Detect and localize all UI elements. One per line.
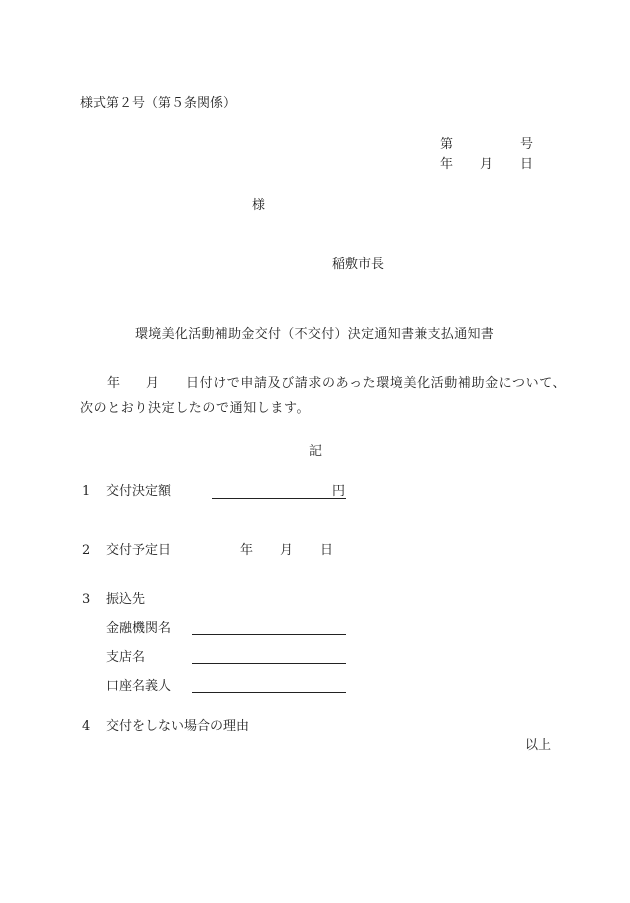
date-year: 年 [440,157,454,172]
item2-day: 日 [320,543,334,558]
item2-year: 年 [240,543,254,558]
item3-label: 振込先 [106,592,146,607]
item2-month: 月 [280,543,294,558]
doc-number-suffix: 号 [520,137,534,152]
intro-line2: 次のとおり決定したので通知します。 [80,401,311,416]
branch-name-label: 支店名 [106,650,146,665]
item1-amount-line [212,498,346,499]
date-day: 日 [520,157,534,172]
bank-name-line [192,634,346,635]
account-holder-label: 口座名義人 [106,679,172,694]
sender-name: 稲敷市長 [332,257,385,272]
account-holder-line [192,692,346,693]
intro-line1: 日付けで申請及び請求のあった環境美化活動補助金について、 [186,376,567,391]
item1-unit: 円 [332,484,346,499]
form-number: 様式第２号（第５条関係） [80,96,237,111]
closing-text: 以上 [525,738,552,753]
addressee-suffix: 様 [252,198,266,213]
doc-number-prefix: 第 [440,137,454,152]
date-month: 月 [480,157,494,172]
ki-marker: 記 [309,444,323,459]
item3-number: 3 [82,592,91,607]
intro-year: 年 [107,376,121,391]
item1-label: 交付決定額 [106,484,172,499]
bank-name-label: 金融機関名 [106,621,172,636]
item1-number: 1 [82,484,91,499]
branch-name-line [192,663,346,664]
item2-label: 交付予定日 [106,543,172,558]
intro-month: 月 [146,376,160,391]
item4-label: 交付をしない場合の理由 [106,719,250,734]
item2-number: 2 [82,543,91,558]
item4-number: 4 [82,719,91,734]
document-title: 環境美化活動補助金交付（不交付）決定通知書兼支払通知書 [135,327,495,342]
